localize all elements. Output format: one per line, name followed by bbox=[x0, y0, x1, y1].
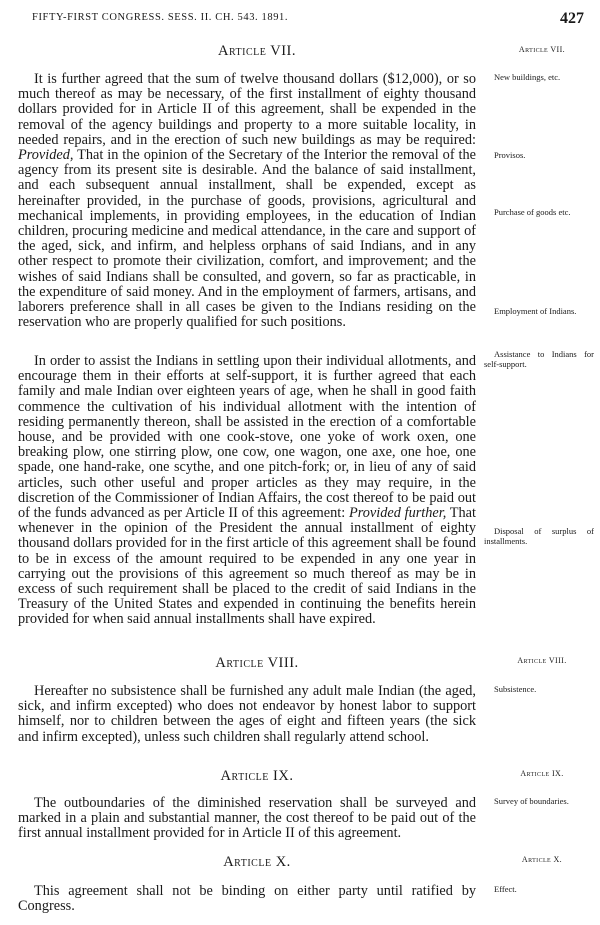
margin-note-disposal: Disposal of surplus of installments. bbox=[484, 526, 594, 546]
margin-article-9: Article IX. bbox=[520, 769, 564, 778]
margin-note-effect: Effect. bbox=[494, 884, 517, 894]
margin-note-employment: Employment of Indians. bbox=[494, 306, 577, 316]
margin-article-7: Article VII. bbox=[518, 45, 566, 54]
article-8-heading: Article VIII. bbox=[215, 655, 299, 671]
margin-note-provisos: Provisos. bbox=[494, 150, 526, 160]
running-head: FIFTY-FIRST CONGRESS. SESS. II. CH. 543. 1891. bbox=[32, 12, 289, 23]
article-7-heading: Article VII. bbox=[218, 43, 296, 59]
article-7-paragraph-2: In order to assist the Indians in settling upon their individual allotments, and encourage them in their efforts at self-support, it is further agreed that each family and male Indian over eighteen years of age, when he shall in good faith commence the cultivation of his individual allotment with the intention of residing permanently thereon, shall be assisted in the erection of a comfortable house, and be provided with one cook-stove, one yoke of work oxen, one breaking plow, one stirring plow, one cow, one wagon, one axe, one hoe, one spade, one hand-rake, one scythe, and one pitch-fork; or, in lieu of any of said articles, such other useful and proper articles as they may require, in the discretion of the Commissioner of Indian Affairs, the cost thereof to be paid out of the funds advanced as per Article II of this agreement: Provided further, That whenever in the opinion of the President the annual installment of eighty thousand dollars provided for in the first article of this agreement shall be found to be in excess of the amount required to be expended in any one year in carrying out the provisions of this agreement so much thereof as may be in excess of such requirement shall be placed to the credit of said Indians in the Treasury of the United States and expended in continuing the benefits herein provided for when said annual installments shall have expired. bbox=[18, 353, 476, 628]
margin-note-purchase-of-goods: Purchase of goods etc. bbox=[494, 207, 571, 217]
article-10-paragraph: This agreement shall not be binding on either party until ratified by Congress. bbox=[18, 883, 476, 915]
article-9-heading: Article IX. bbox=[220, 768, 294, 784]
margin-note-subsistence: Subsistence. bbox=[494, 684, 537, 694]
margin-article-8: Article VIII. bbox=[517, 656, 567, 665]
running-header bbox=[32, 10, 592, 30]
article-8-paragraph: Hereafter no subsistence shall be furnished any adult male Indian (the aged, sick, and infirm excepted) who does not endeavor by honest labor to support himself, nor to children between the ages of eight and fifteen years (the sick and infirm excepted), unless such children shall regularly attend school. bbox=[18, 683, 476, 745]
margin-note-assistance: Assistance to Indians for self-support. bbox=[484, 349, 594, 369]
margin-note-new-buildings: New buildings, etc. bbox=[494, 72, 561, 82]
article-9-paragraph: The outboundaries of the diminished reservation shall be surveyed and marked in a plain and substantial manner, the cost thereof to be paid out of the first annual installment provided for in Article II of this agreement. bbox=[18, 795, 476, 842]
margin-article-10: Article X. bbox=[521, 855, 563, 864]
margin-note-survey: Survey of boundaries. bbox=[494, 796, 569, 806]
article-10-heading: Article X. bbox=[223, 854, 291, 870]
page-number: 427 bbox=[560, 10, 584, 27]
article-7-paragraph-1: It is further agreed that the sum of twelve thousand dollars ($12,000), or so much thereof as may be necessary, of the first installment of eighty thousand dollars provided for in Article II of this agreement, shall be expended in the removal of the agency buildings and property to a more suitable locality, in needed repairs, and in the erection of such new buildings as may be required: Provided, That in the opinion of the Secretary of the Interior the removal of the agency from its present site is desirable. And the balance of said installment, and each subsequent annual installment, shall be expended, except as hereinafter provided, in the purchase of goods, provisions, agricultural and mechanical implements, in providing employees, in the education of Indian children, procuring medicine and medical attendance, in the care and support of the aged, sick, and infirm, and helpless orphans of said Indians, and in any other respect to promote their civilization, comfort, and improvement; and the wishes of said Indians shall be consulted, and govern, so far as practicable, in the expenditure of said money. And in the employment of farmers, artisans, and laborers preference shall in all cases be given to the Indians residing on the reservation who are properly qualified for such positions. bbox=[18, 71, 476, 331]
